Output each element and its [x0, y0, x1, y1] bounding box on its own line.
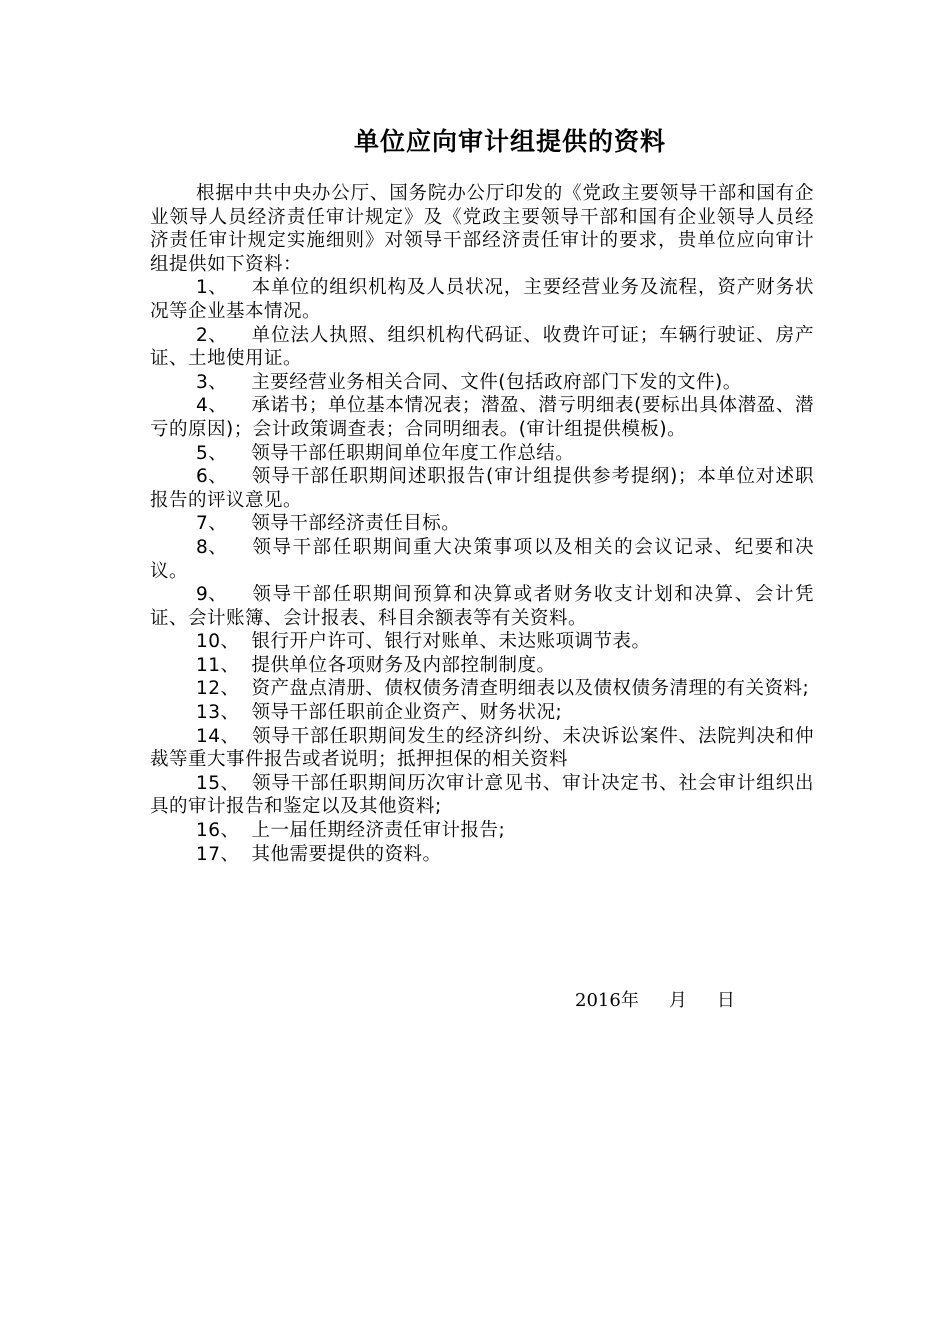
list-item [150, 512, 814, 536]
list-item-text: 领导干部任职期间单位年度工作总结。 [251, 442, 575, 464]
list-item-number: 2、 [196, 324, 228, 346]
list-item [150, 677, 814, 701]
list-item-text: 其他需要提供的资料。 [251, 843, 442, 865]
document-body [150, 182, 814, 866]
list-item-number: 16、 [196, 820, 240, 842]
list-item-number: 1、 [196, 277, 228, 299]
list-item-text: 领导干部任职期间预算和决算或者财务收支计划和决算、会计凭证、会计账簿、会计报表、科目余额表等有关资料。 [150, 584, 814, 629]
list-item [150, 324, 814, 371]
list-item-text: 提供单位各项财务及内部控制制度。 [251, 654, 556, 676]
list-item [150, 725, 814, 772]
list-item [150, 394, 814, 441]
intro-paragraph: 根据中共中央办公厅、国务院办公厅印发的《党政主要领导干部和国有企业领导人员经济责任审计规定》及《党政主要领导干部和国有企业领导人员经济责任审计规定实施细则》对领导干部经济责任审计的要求，贵单位应向审计组提供如下资料： [150, 183, 814, 275]
list-item [150, 772, 814, 819]
date-line [575, 988, 735, 1014]
list-item-number: 11、 [196, 654, 240, 676]
list-item-number: 4、 [196, 395, 228, 417]
list-item [150, 701, 814, 725]
document-title: 单位应向审计组提供的资料 [353, 127, 666, 156]
list-item [150, 654, 814, 678]
list-item-number: 13、 [196, 702, 240, 724]
list-item-text: 资产盘点清册、债权债务清查明细表以及债权债务清理的有关资料; [251, 678, 810, 700]
list-item-number: 9、 [196, 584, 228, 606]
list-item-text: 领导干部任职期间述职报告(审计组提供参考提纲)；本单位对述职报告的评议意见。 [150, 466, 814, 511]
list-item-text: 领导干部经济责任目标。 [251, 513, 461, 535]
list-item [150, 819, 814, 843]
list-item-number: 6、 [196, 466, 228, 488]
list-item [150, 536, 814, 583]
list-item-text: 单位法人执照、组织机构代码证、收费许可证；车辆行驶证、房产证、土地使用证。 [150, 324, 814, 370]
list-item-text: 上一届任期经济责任审计报告; [251, 820, 506, 842]
list-item-number: 12、 [196, 678, 240, 700]
date-year-unit: 年 [620, 990, 639, 1011]
list-item-text: 本单位的组织机构及人员状况，主要经营业务及流程，资产财务状况等企业基本情况。 [150, 277, 814, 322]
list-item-number: 3、 [196, 371, 228, 393]
list-item [150, 442, 814, 466]
date-day-unit: 日 [716, 990, 735, 1011]
list-item [150, 371, 814, 395]
list-item-number: 5、 [196, 442, 228, 464]
list-item-number: 8、 [196, 536, 228, 558]
list-item-number: 17、 [196, 843, 240, 865]
date-year: 2016 [575, 990, 621, 1011]
list-item [150, 583, 814, 630]
list-item-text: 承诺书；单位基本情况表；潜盈、潜亏明细表(要标出具体潜盈、潜亏的原因)；会计政策调查表；合同明细表。(审计组提供模板)。 [150, 395, 814, 440]
list-item [150, 465, 814, 512]
list-item [150, 843, 814, 867]
list-item-text: 领导干部任职期间发生的经济纠纷、未决诉讼案件、法院判决和仲裁等重大事件报告或者说明；抵押担保的相关资料 [150, 725, 814, 771]
date-month-unit: 月 [668, 990, 687, 1011]
list-item-text: 银行开户许可、银行对账单、未达账项调节表。 [251, 631, 651, 653]
list-item [150, 630, 814, 654]
list-item-text: 领导干部任职前企业资产、财务状况; [251, 702, 563, 724]
list-item-text: 主要经营业务相关合同、文件(包括政府部门下发的文件)。 [251, 371, 742, 393]
list-item-text: 领导干部任职期间重大决策事项以及相关的会议记录、纪要和决议。 [150, 536, 814, 582]
list-item [150, 276, 814, 323]
list-item-number: 10、 [196, 631, 240, 653]
list-item-number: 14、 [196, 725, 240, 747]
list-item-text: 领导干部任职期间历次审计意见书、审计决定书、社会审计组织出具的审计报告和鉴定以及其他资料; [150, 772, 814, 818]
list-item-number: 7、 [196, 513, 228, 535]
list-item-number: 15、 [196, 772, 240, 794]
